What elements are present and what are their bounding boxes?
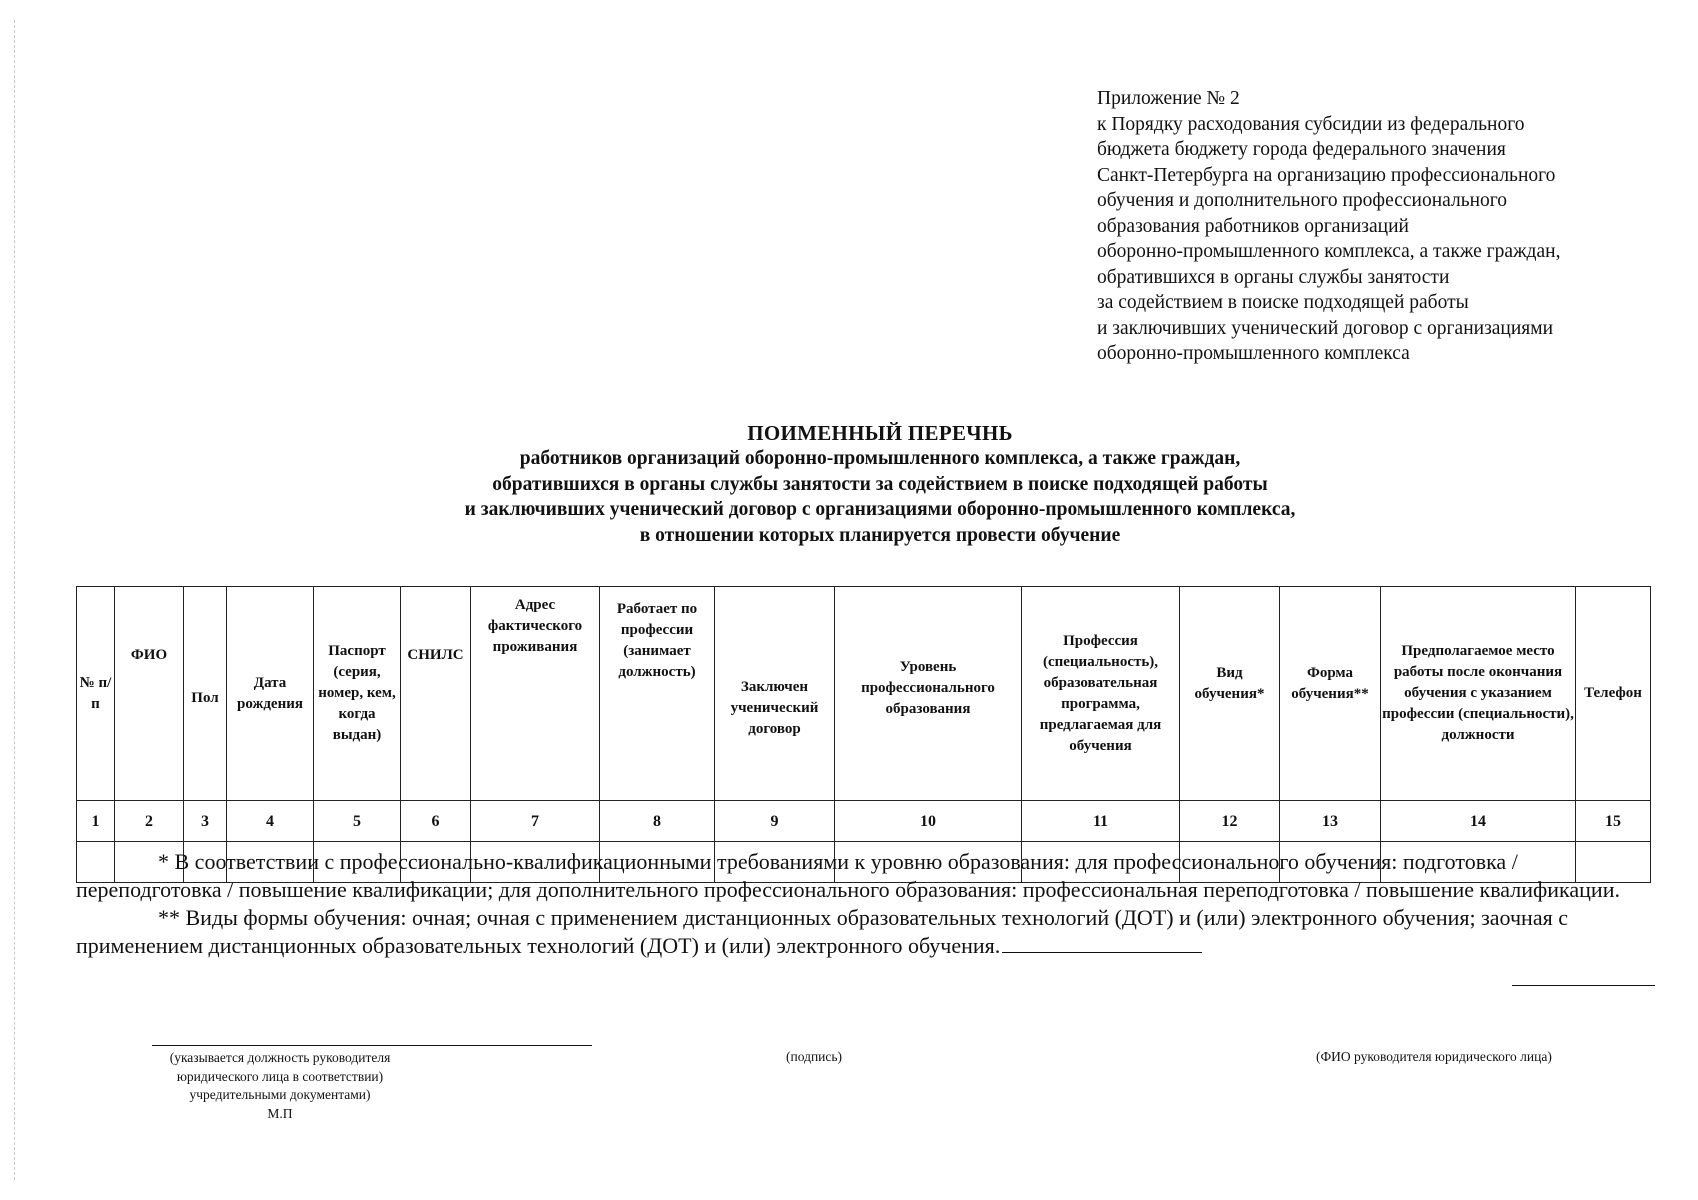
document-title xyxy=(60,420,1698,548)
title-line: в отношении которых планируется провести обучение xyxy=(639,524,1121,546)
header-cell: СНИЛС xyxy=(401,587,471,801)
head-name-caption: (ФИО руководителя юридического лица) xyxy=(1316,1049,1552,1064)
title-line: и заключивших ученический договор с организациями оборонно-промышленного комплекса, xyxy=(464,499,1296,520)
footnotes xyxy=(76,848,1652,960)
signature-underline xyxy=(1002,934,1202,953)
column-number: 15 xyxy=(1576,801,1651,842)
header-cell: Дата рождения xyxy=(227,587,314,801)
appendix-line: обратившихся в органы службы занятости xyxy=(1097,266,1450,288)
table-number-row xyxy=(77,801,1651,842)
header-cell: Форма обучения** xyxy=(1280,587,1381,801)
header-cell: Паспорт (серия, номер, кем, когда выдан) xyxy=(314,587,401,801)
appendix-line: оборонно-промышленного комплекса xyxy=(1097,343,1410,364)
appendix-line: обучения и дополнительного профессионального xyxy=(1097,190,1508,211)
position-caption xyxy=(130,1049,430,1123)
column-number: 12 xyxy=(1180,801,1280,842)
appendix-line: и заключивших ученический договор с организациями xyxy=(1097,317,1554,339)
header-cell: Телефон xyxy=(1576,587,1651,801)
personnel-table xyxy=(76,586,1651,883)
header-cell: Профессия (специальность), образовательная программа, предлагаемая для обучения xyxy=(1022,587,1180,801)
appendix-block xyxy=(1097,86,1657,367)
column-number: 1 xyxy=(77,801,115,842)
position-caption-line: учредительными документами) xyxy=(189,1087,371,1102)
header-cell: Уровень профессионального образования xyxy=(835,587,1022,801)
appendix-line: образования работников организаций xyxy=(1097,215,1409,237)
column-number: 8 xyxy=(600,801,715,842)
header-cell: Заключен ученический договор xyxy=(715,587,835,801)
column-number: 10 xyxy=(835,801,1022,842)
name-underline xyxy=(1512,985,1655,986)
title-line: обратившихся в органы службы занятости за содействием в поиске подходящей работы xyxy=(492,473,1268,495)
title-main: ПОИМЕННЫЙ ПЕРЕЧНЬ xyxy=(747,421,1013,445)
title-line: работников организаций оборонно-промышленного комплекса, а также граждан, xyxy=(519,448,1241,469)
footnote-education-level: * В соответствии с профессионально-квалификационными требованиями к уровню образования: для профессионального обучения: подготовка / переподготовка / повышение квалификации; для дополнительного профессионального образования: профессиональная переподготовка / повышение квалификации. xyxy=(76,849,1620,902)
signature-caption: (подпись) xyxy=(786,1049,843,1064)
appendix-line: к Порядку расходования субсидии из федерального xyxy=(1097,113,1525,135)
appendix-line: оборонно-промышленного комплекса, а также граждан, xyxy=(1097,241,1561,262)
header-cell: ФИО xyxy=(115,587,184,801)
column-number: 5 xyxy=(314,801,401,842)
appendix-line: Приложение № 2 xyxy=(1097,88,1240,109)
appendix-line: Санкт-Петербурга на организацию профессионального xyxy=(1097,164,1556,186)
column-number: 6 xyxy=(401,801,471,842)
column-number: 13 xyxy=(1280,801,1381,842)
position-underline xyxy=(152,1045,592,1046)
column-number: 9 xyxy=(715,801,835,842)
column-number: 7 xyxy=(471,801,600,842)
column-number: 11 xyxy=(1022,801,1180,842)
column-number: 2 xyxy=(115,801,184,842)
header-cell: Предполагаемое место работы после окончания обучения с указанием профессии (специальности), должности xyxy=(1381,587,1576,801)
column-number: 3 xyxy=(184,801,227,842)
table-header-row xyxy=(77,587,1651,801)
header-cell: № п/п xyxy=(77,587,115,801)
appendix-line: бюджета бюджету города федерального значения xyxy=(1097,139,1506,160)
column-number: 4 xyxy=(227,801,314,842)
stamp-place-label: М.П xyxy=(267,1105,293,1121)
appendix-line: за содействием в поиске подходящей работы xyxy=(1097,292,1469,313)
header-cell: Вид обучения* xyxy=(1180,587,1280,801)
header-cell: Работает по профессии (занимает должность) xyxy=(600,587,715,801)
position-caption-line: (указывается должность руководителя xyxy=(169,1050,391,1065)
header-cell: Пол xyxy=(184,587,227,801)
position-caption-line: юридического лица в соответствии) xyxy=(176,1068,384,1084)
column-number: 14 xyxy=(1381,801,1576,842)
header-cell: Адрес фактического проживания xyxy=(471,587,600,801)
footnote-training-form xyxy=(76,904,1652,960)
scan-edge-line xyxy=(14,20,15,1180)
footnote-training-form-text: ** Виды формы обучения: очная; очная с применением дистанционных образовательных технологий (ДОТ) и (или) электронного обучения; заочная с применением дистанционных образовательных технологий (ДОТ) и (или) электронного обучения. xyxy=(76,905,1568,958)
